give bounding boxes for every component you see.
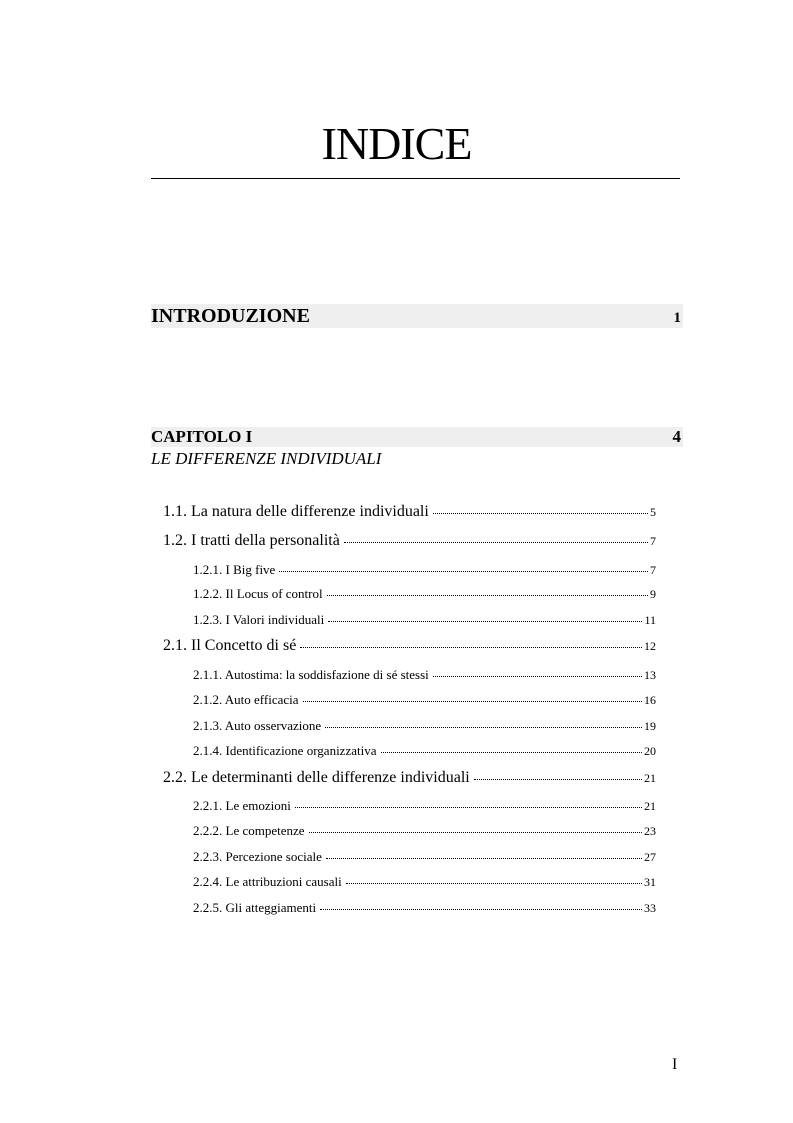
leader-dots bbox=[300, 647, 642, 648]
toc-entry bbox=[193, 717, 656, 735]
chapter-heading bbox=[151, 426, 681, 448]
leader-dots bbox=[381, 752, 643, 753]
toc-entry bbox=[163, 768, 656, 788]
toc-entry-page: 9 bbox=[650, 587, 656, 601]
toc-entry-page: 31 bbox=[644, 875, 656, 889]
toc-entry-page: 23 bbox=[644, 824, 656, 838]
toc-entry bbox=[193, 797, 656, 815]
introduction-page: 1 bbox=[673, 310, 681, 326]
toc-entry-label: 1.2.1. I Big five bbox=[193, 562, 276, 577]
introduction-heading bbox=[151, 304, 681, 330]
toc-entry-page: 5 bbox=[650, 505, 656, 519]
toc-entry-label: 2.2. Le determinanti delle differenze individuali bbox=[163, 769, 470, 786]
leader-dots bbox=[320, 909, 642, 910]
chapter-label: CAPITOLO I bbox=[151, 427, 253, 446]
toc-entry bbox=[193, 873, 656, 891]
toc-entry-label: 2.1.2. Auto efficacia bbox=[193, 692, 299, 707]
leader-dots bbox=[346, 883, 642, 884]
toc-entry-label: 1.2.3. I Valori individuali bbox=[193, 612, 325, 627]
toc-entry-label: 2.2.2. Le competenze bbox=[193, 823, 305, 838]
leader-dots bbox=[326, 858, 642, 859]
leader-dots bbox=[303, 701, 642, 702]
toc-entry bbox=[193, 611, 656, 629]
chapter-subtitle: LE DIFFERENZE INDIVIDUALI bbox=[151, 449, 382, 468]
leader-dots bbox=[325, 727, 642, 728]
toc-entry-page: 11 bbox=[644, 613, 656, 627]
toc-entry-label: 2.1.1. Autostima: la soddisfazione di sé stessi bbox=[193, 667, 429, 682]
toc-entry-label: 2.1. Il Concetto di sé bbox=[163, 637, 297, 654]
leader-dots bbox=[309, 832, 642, 833]
toc-entry bbox=[193, 899, 656, 917]
toc-entry-page: 19 bbox=[644, 719, 656, 733]
toc-entry-label: 1.2.2. Il Locus of control bbox=[193, 586, 323, 601]
title-divider bbox=[151, 178, 680, 179]
toc-entry-page: 27 bbox=[644, 850, 656, 864]
introduction-label: INTRODUZIONE bbox=[151, 305, 310, 327]
toc-entry bbox=[193, 848, 656, 866]
leader-dots bbox=[433, 513, 648, 514]
toc-entry bbox=[163, 531, 656, 551]
toc-entry bbox=[193, 561, 656, 579]
toc-entry-label: 2.2.3. Percezione sociale bbox=[193, 849, 322, 864]
leader-dots bbox=[433, 676, 642, 677]
toc-entry-page: 21 bbox=[644, 799, 656, 813]
leader-dots bbox=[328, 621, 642, 622]
toc-entry-page: 21 bbox=[644, 771, 656, 785]
toc-entry-label: 2.2.4. Le attribuzioni causali bbox=[193, 874, 342, 889]
toc-entry-page: 7 bbox=[650, 534, 656, 548]
toc-entry-label: 1.2. I tratti della personalità bbox=[163, 532, 340, 549]
toc-entry-label: 2.1.4. Identificazione organizzativa bbox=[193, 743, 377, 758]
page-number: I bbox=[672, 1056, 678, 1073]
leader-dots bbox=[279, 571, 648, 572]
toc-entry-label: 2.2.1. Le emozioni bbox=[193, 798, 291, 813]
page-title: INDICE bbox=[321, 118, 472, 169]
leader-dots bbox=[327, 595, 648, 596]
toc-entry bbox=[193, 691, 656, 709]
toc-entry-label: 2.2.5. Gli atteggiamenti bbox=[193, 900, 317, 915]
toc-entry bbox=[193, 666, 656, 684]
leader-dots bbox=[344, 542, 648, 543]
toc-entry-page: 12 bbox=[644, 639, 656, 653]
toc-entry-page: 20 bbox=[644, 744, 656, 758]
toc-entry bbox=[193, 822, 656, 840]
leader-dots bbox=[474, 779, 642, 780]
toc-entry-page: 13 bbox=[644, 668, 656, 682]
toc-entry-label: 2.1.3. Auto osservazione bbox=[193, 718, 322, 733]
chapter-page: 4 bbox=[672, 427, 681, 446]
toc-entry bbox=[193, 585, 656, 603]
toc-entry-page: 7 bbox=[650, 563, 656, 577]
leader-dots bbox=[295, 807, 642, 808]
toc-entry bbox=[163, 636, 656, 656]
toc-entry-page: 33 bbox=[644, 901, 656, 915]
toc-entry bbox=[193, 742, 656, 760]
toc-entry-page: 16 bbox=[644, 693, 656, 707]
toc-entry-label: 1.1. La natura delle differenze individuali bbox=[163, 503, 429, 520]
toc-entry bbox=[163, 502, 656, 522]
